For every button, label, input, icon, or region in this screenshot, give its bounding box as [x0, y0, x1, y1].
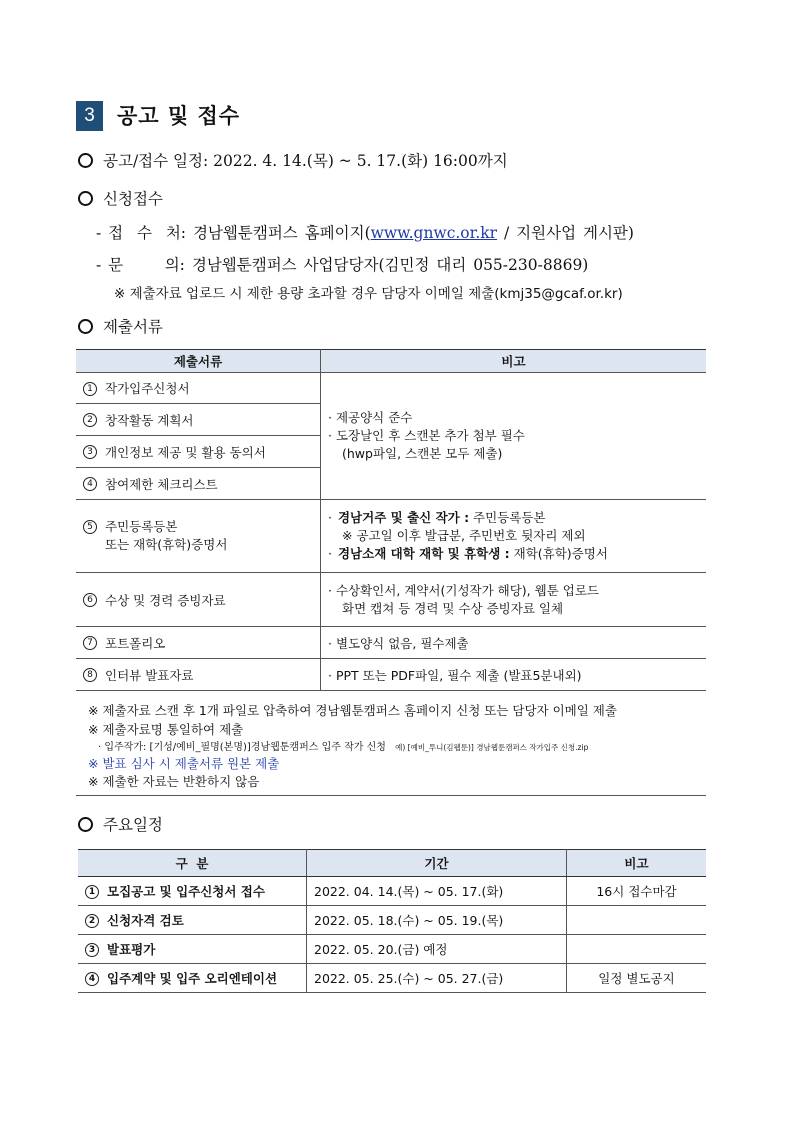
note-example: 예) [예비_투니(김웹툰)] 경남웹툰캠퍼스 작가입주 신청.zip	[395, 743, 589, 752]
schedule-name: 모집공고 및 입주신청서 접수	[107, 884, 265, 899]
circle-bullet-icon	[78, 319, 93, 334]
col-documents: 제출서류	[76, 350, 321, 373]
contact-label: - 문 의:	[96, 256, 185, 274]
note-line: ※ 제출자료 스캔 후 1개 파일로 압축하여 경남웹툰캠퍼스 홈페이지 신청 또는 담당자 이메일 제출	[88, 703, 617, 718]
place-label: - 접 수 처:	[96, 224, 187, 242]
schedule-note: 일정 별도공지	[567, 964, 707, 993]
table-row	[78, 964, 706, 993]
upload-note: ※ 제출자료 업로드 시 제한 용량 초과할 경우 담당자 이메일 제출(kmj35@gcaf.or.kr)	[114, 286, 623, 302]
note-text: · 입주작가: [기성/예비_필명(본명)]경남웹툰캠퍼스 입주 작가 신청	[98, 742, 386, 753]
group-note-cell	[321, 373, 707, 500]
table-row	[76, 573, 706, 627]
documents-heading	[78, 316, 163, 338]
note-text: 재학(휴학)증명서	[509, 546, 608, 561]
doc-label: 참여제한 체크리스트	[105, 476, 218, 492]
note-line: ※ 제출한 자료는 반환하지 않음	[88, 774, 260, 789]
note-text: 주민등록등본	[469, 510, 546, 525]
table-row	[76, 373, 706, 404]
doc-label: 작가입주신청서	[105, 381, 190, 396]
item8-note: · PPT 또는 PDF파일, 필수 제출 (발표5분내외)	[321, 659, 707, 691]
table-header-row	[78, 850, 706, 877]
table-row	[78, 877, 706, 906]
application-place	[96, 222, 634, 244]
schedule-period: 2022. 04. 14.(목) ~ 05. 17.(화)	[307, 877, 567, 906]
schedule-heading	[78, 814, 163, 836]
doc-label: 수상 및 경력 증빙자료	[105, 592, 226, 608]
table-row	[76, 500, 706, 573]
circle-bullet-icon	[78, 817, 93, 832]
application-contact	[96, 254, 588, 276]
announcement-line	[78, 150, 508, 172]
contact-value: 경남웹툰캠퍼스 사업담당자(김민정 대리 055-230-8869)	[191, 256, 589, 274]
schedule-period: 2022. 05. 18.(수) ~ 05. 19.(목)	[307, 906, 567, 935]
doc-label: 창작활동 계획서	[105, 412, 194, 428]
doc-label: 또는 재학(휴학)증명서	[105, 537, 228, 552]
group-note-line: · 제공양식 준수	[328, 410, 413, 425]
circled-number: 1	[83, 382, 97, 396]
schedule-note	[567, 906, 707, 935]
note-line: ※ 제출자료명 통일하여 제출	[88, 722, 244, 737]
table-row	[76, 659, 706, 691]
doc-item-1	[76, 373, 321, 404]
col-category: 구 분	[78, 850, 307, 877]
schedule-name: 입주계약 및 입주 오리엔테이션	[107, 971, 278, 986]
application-heading	[78, 188, 163, 210]
doc-label: 인터뷰 발표자료	[105, 667, 194, 683]
group-note-line: · 도장날인 후 스캔본 추가 첨부 필수	[328, 428, 525, 443]
col-period: 기간	[307, 850, 567, 877]
doc-item-4	[76, 468, 321, 500]
circled-number: 3	[85, 943, 99, 957]
circled-number: 2	[83, 413, 97, 427]
doc-item-5	[76, 500, 321, 573]
doc-label: 포트폴리오	[105, 635, 166, 651]
note-line: ※ 발표 심사 시 제출서류 원본 제출	[88, 756, 280, 771]
table-row	[78, 906, 706, 935]
schedule-note	[567, 935, 707, 964]
announcement-text: 공고/접수 일정: 2022. 4. 14.(목) ~ 5. 17.(화) 16:00까지	[103, 152, 508, 170]
doc-item-6	[76, 573, 321, 627]
circled-number: 1	[85, 885, 99, 899]
table-row	[76, 627, 706, 659]
schedule-period: 2022. 05. 20.(금) 예정	[307, 935, 567, 964]
note-bold: 경남소재 대학 재학 및 휴학생 :	[337, 546, 510, 561]
group-note-line: (hwp파일, 스캔본 모두 제출)	[342, 446, 503, 461]
doc-item-7	[76, 627, 321, 659]
place-value: 경남웹툰캠퍼스 홈페이지(	[192, 224, 371, 242]
section-title: 공고 및 접수	[117, 104, 241, 128]
doc-item-3	[76, 436, 321, 468]
table-row	[78, 935, 706, 964]
item7-note: · 별도양식 없음, 필수제출	[321, 627, 707, 659]
note-text: ※ 공고일 이후 발급분, 주민번호 뒷자리 제외	[342, 528, 586, 543]
item5-note-cell: · 경남거주 및 출신 작가 : 주민등록등본 ※ 공고일 이후 발급분, 주민번호 뒷자리 제외 · 경남소재 대학 재학 및 휴학생 : 재학(휴학)증명서	[321, 500, 707, 573]
circled-number: 3	[83, 445, 97, 459]
schedule-note: 16시 접수마감	[567, 877, 707, 906]
doc-item-2	[76, 404, 321, 436]
circled-number: 2	[85, 914, 99, 928]
circle-bullet-icon	[78, 153, 93, 168]
note-bold: 경남거주 및 출신 작가 :	[337, 510, 470, 525]
circled-number: 7	[83, 636, 97, 650]
circle-bullet-icon	[78, 191, 93, 206]
homepage-link[interactable]: www.gnwc.or.kr	[370, 224, 498, 242]
table-header-row	[76, 350, 706, 373]
doc-label: 주민등록등본	[105, 519, 178, 534]
schedule-heading-text: 주요일정	[103, 816, 163, 834]
note-line	[98, 738, 588, 753]
circled-number: 4	[85, 972, 99, 986]
doc-label: 개인정보 제공 및 활용 동의서	[105, 444, 266, 460]
col-note: 비고	[567, 850, 707, 877]
item6-note-cell	[321, 573, 707, 627]
schedule-name: 발표평가	[107, 942, 156, 957]
schedule-table	[78, 849, 706, 993]
col-note: 비고	[321, 350, 707, 373]
schedule-name: 신청자격 검토	[107, 913, 184, 928]
schedule-period: 2022. 05. 25.(수) ~ 05. 27.(금)	[307, 964, 567, 993]
circled-number: 8	[83, 668, 97, 682]
application-heading-text: 신청접수	[103, 190, 163, 208]
section-number: 3	[76, 101, 103, 131]
documents-table	[76, 349, 706, 691]
documents-heading-text: 제출서류	[103, 318, 163, 336]
doc-item-8	[76, 659, 321, 691]
circled-number: 6	[83, 593, 97, 607]
place-after: / 지원사업 게시판)	[497, 224, 634, 242]
circled-number: 5	[83, 520, 97, 534]
documents-notes	[76, 693, 706, 796]
note-text: · 수상확인서, 계약서(기성작가 해당), 웹툰 업로드	[328, 582, 599, 598]
note-text: 화면 캡쳐 등 경력 및 수상 증빙자료 일체	[342, 600, 564, 616]
circled-number: 4	[83, 477, 97, 491]
